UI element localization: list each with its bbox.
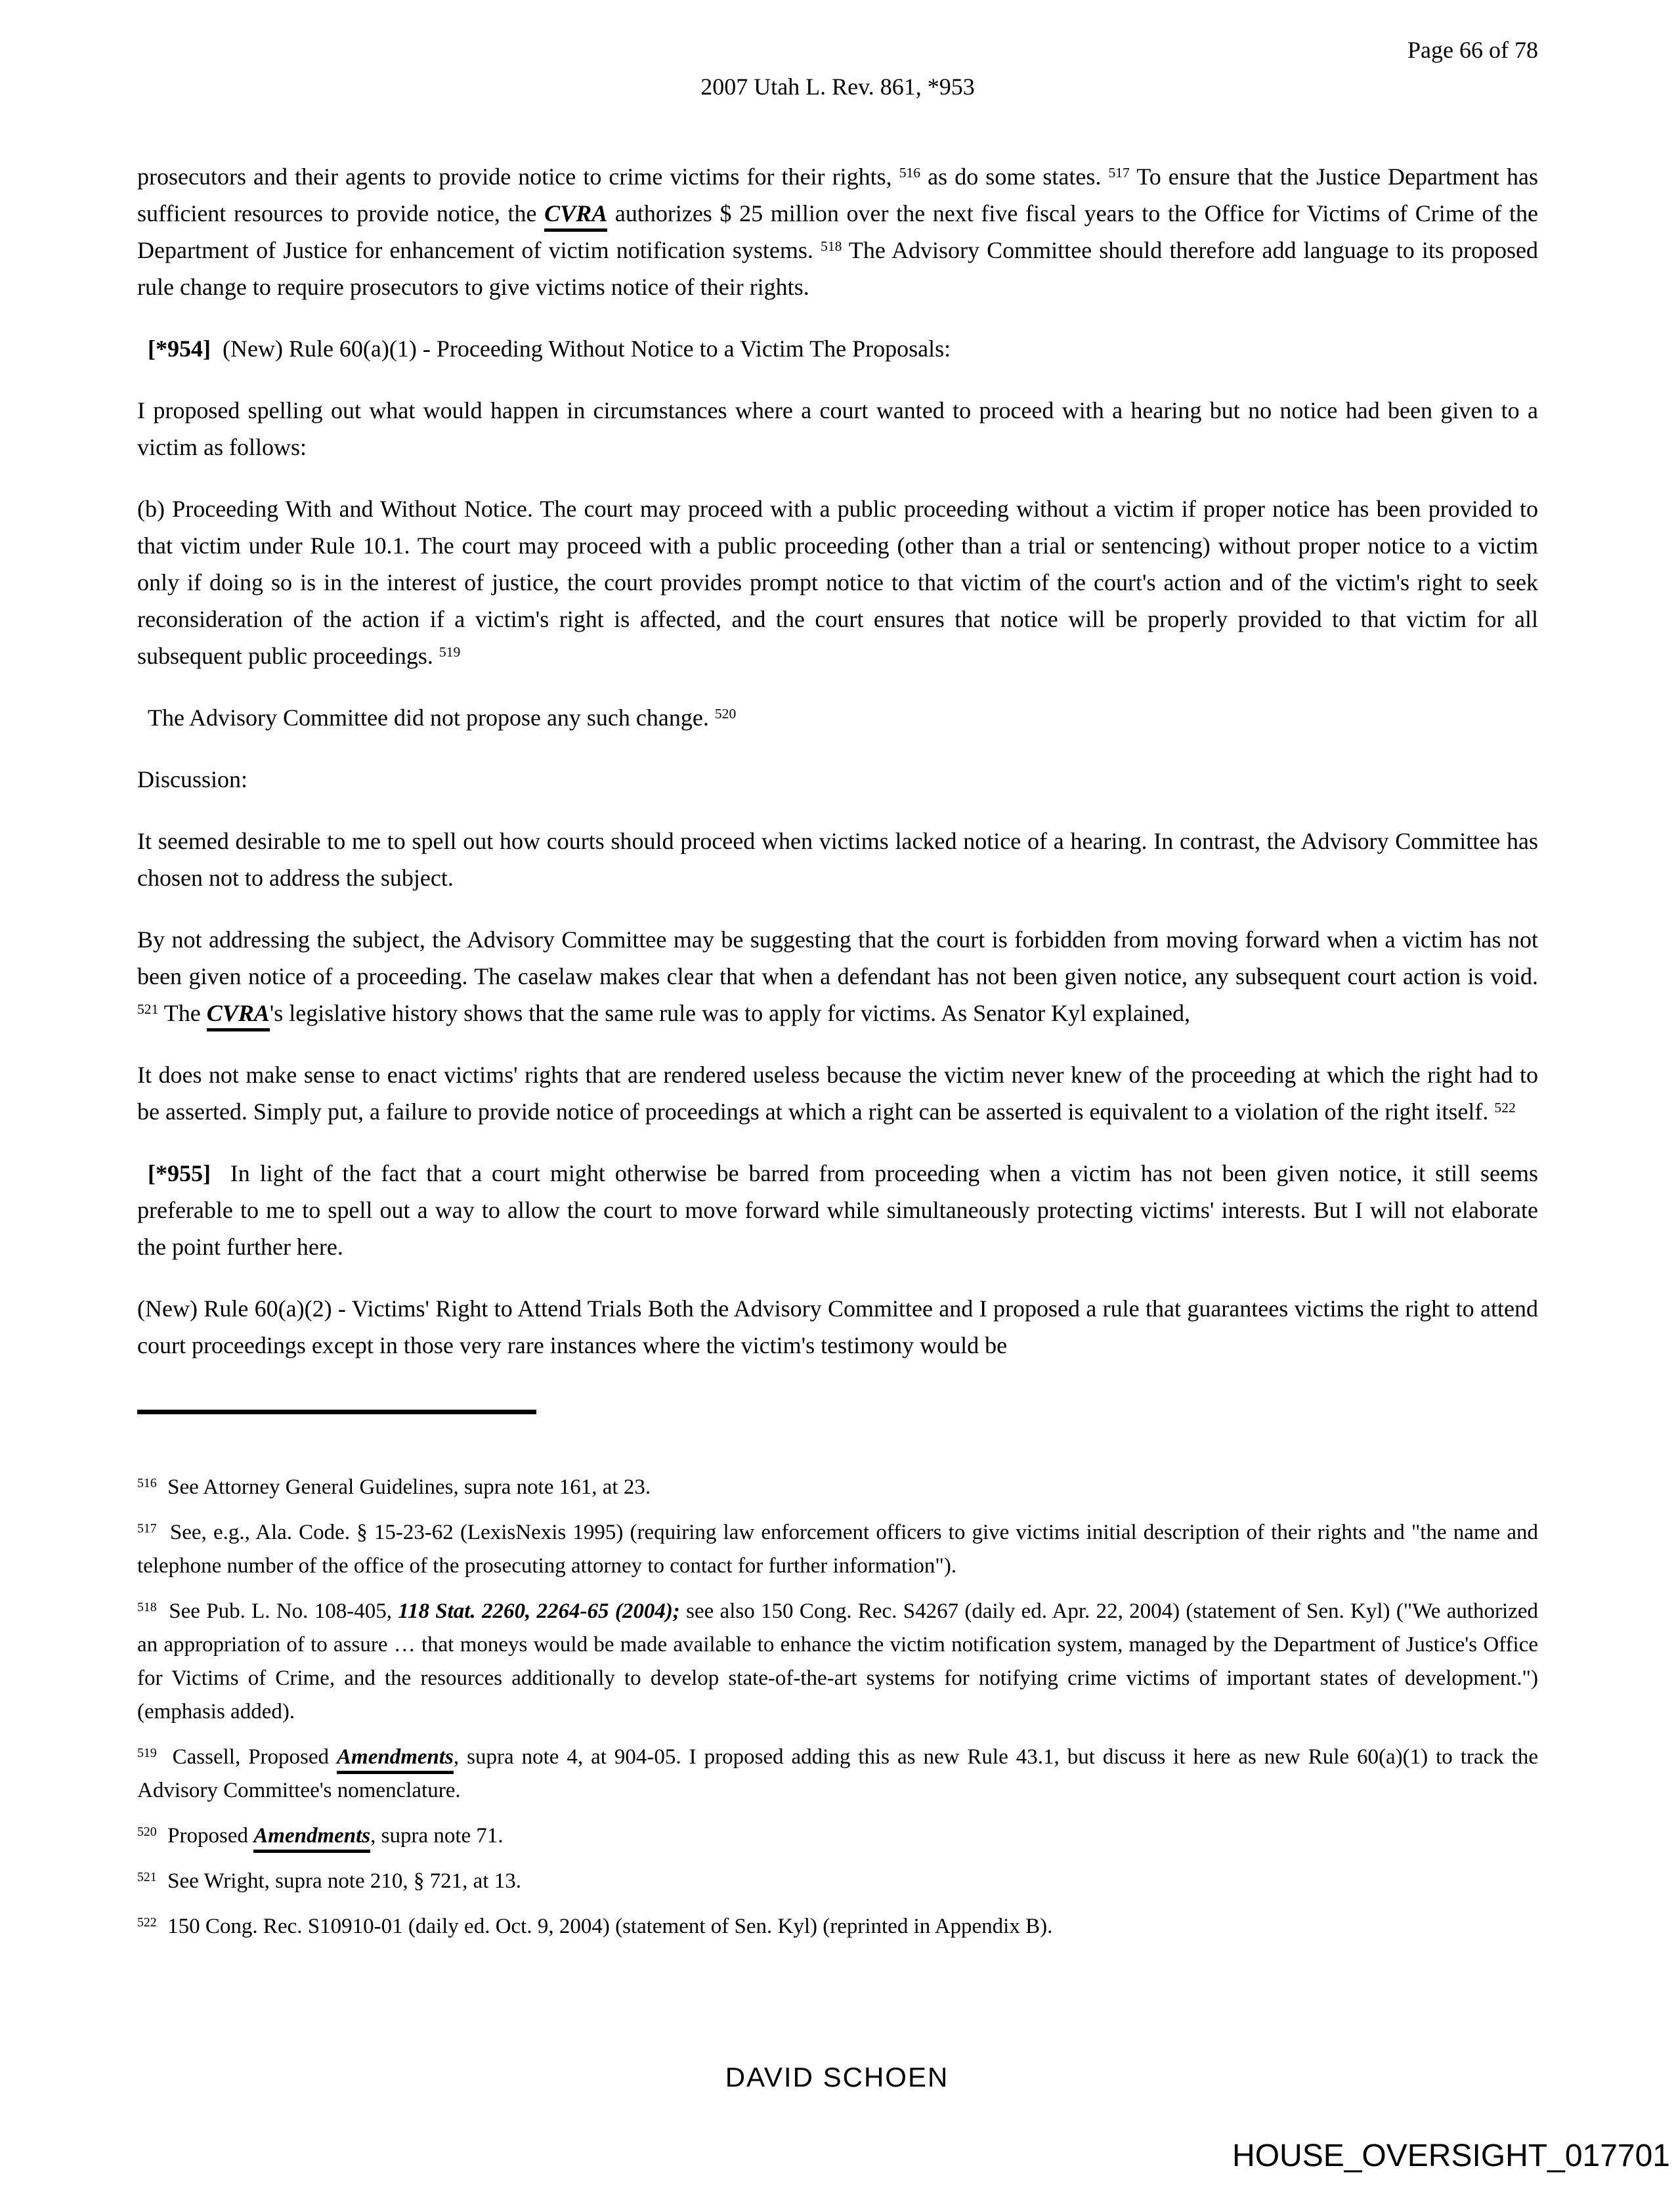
footnote-518: $^{518}$ See Pub. L. No. 108-405, 118 Stat. 2260, 2264-65 (2004); see also 150 Cong. Rec. S4267 (daily ed. Apr. 22, 2004) (statement of Sen. Kyl) ("We authorized an appropriation of to assure … that moneys would be made available to enhance the victim notification system, managed by the Department of Justice's Office for Victims of Crime, and the resources additionally to develop state-of-the-art systems for notifying crime victims of important states of development.") (emphasis added). (137, 1599, 1538, 1724)
body-paragraph-11: (New) Rule 60(a)(2) - Victims' Right to Attend Trials Both the Advisory Committee and I proposed a rule that guarantees victims the right to attend court proceedings except in those very rare instances where the victim's testimony would be (137, 1295, 1538, 1358)
body-paragraph-2: [*954] (New) Rule 60(a)(1) - Proceeding Without Notice to a Victim The Proposals: (148, 336, 951, 362)
body-paragraph-1: prosecutors and their agents to provide notice to crime victims for their rights, $^{516}$ as do some states. $^{517}$ To ensure that the Justice Department has sufficient resources to provide notice, the CVRA authorizes $ 25 million over the next five fiscal years to the Office for Victims of Crime of the Department of Justice for enhancement of victim notification systems. $^{518}$ The Advisory Committee should therefore add language to its proposed rule change to require prosecutors to give victims notice of their rights. (137, 163, 1539, 300)
footnote-517: $^{517}$ See, e.g., Ala. Code. § 15-23-62 (LexisNexis 1995) (requiring law enforcement officers to give victims initial description of their rights and "the name and telephone number of the office of the prosecuting attorney to contact for further information"). (137, 1521, 1538, 1578)
footnote-separator (137, 1410, 536, 1414)
body-paragraph-7: It seemed desirable to me to spell out how courts should proceed when victims lacked notice of a hearing. In contrast, the Advisory Committee has chosen not to address the subject. (137, 828, 1538, 891)
body-paragraph-9: It does not make sense to enact victims' rights that are rendered useless because the victim never knew of the proceeding at which the right had to be asserted. Simply put, a failure to provide notice of proceedings at which a right can be asserted is equivalent to a violation of the right itself. $^{522}$ (137, 1062, 1538, 1125)
bates-number: HOUSE_OVERSIGHT_017701 (1232, 2138, 1670, 2173)
footnote-519: $^{519}$ Cassell, Proposed Amendments, supra note 4, at 904-05. I proposed adding this as new Rule 43.1, but discuss it here as new Rule 60(a)(1) to track the Advisory Committee's nomenclature. (137, 1745, 1538, 1802)
body-paragraph-4: (b) Proceeding With and Without Notice. The court may proceed with a public proceeding without a victim if proper notice has been provided to that victim under Rule 10.1. The court may proceed with a public proceeding (other than a trial or sentencing) without proper notice to a victim only if doing so is in the interest of justice, the court provides prompt notice to that victim of the court's action and of the victim's right to seek reconsideration of the action if a victim's right is affected, and the court ensures that notice will be properly provided to that victim for all subsequent public proceedings. $^{519}$ (137, 496, 1538, 669)
body-paragraph-5: The Advisory Committee did not propose any such change. $^{520}$ (148, 705, 737, 731)
footnote-522: $^{522}$ 150 Cong. Rec. S10910-01 (daily ed. Oct. 9, 2004) (statement of Sen. Kyl) (reprinted in Appendix B). (137, 1915, 1053, 1938)
footnote-516: $^{516}$ See Attorney General Guidelines, supra note 161, at 23. (137, 1475, 651, 1499)
author-name: DAVID SCHOEN (725, 2062, 949, 2093)
footnote-520: $^{520}$ Proposed Amendments, supra note 71. (137, 1819, 1538, 1853)
document-citation: 2007 Utah L. Rev. 861, *953 (700, 74, 975, 100)
body-paragraph-8: By not addressing the subject, the Advisory Committee may be suggesting that the court is forbidden from moving forward when a victim has not been given notice of a proceeding. The caselaw makes clear that when a defendant has not been given notice, any subsequent court action is void. $^{521}$ The CVRA's legislative history shows that the same rule was to apply for victims. As Senator Kyl explained, (137, 921, 1538, 1031)
body-paragraph-3: I proposed spelling out what would happen in circumstances where a court wanted to proceed with a hearing but no notice had been given to a victim as follows: (137, 397, 1538, 460)
page-number-label: Page 66 of 78 (1407, 37, 1538, 63)
body-paragraph-6: Discussion: (137, 766, 248, 792)
footnote-521: $^{521}$ See Wright, supra note 210, § 721, at 13. (137, 1869, 521, 1893)
body-paragraph-10: [*955] In light of the fact that a court might otherwise be barred from proceeding when a victim has not been given notice, it still seems preferable to me to spell out a way to allow the court to move forward while simultaneously protecting victims' interests. But I will not elaborate the point further here. (137, 1160, 1538, 1260)
